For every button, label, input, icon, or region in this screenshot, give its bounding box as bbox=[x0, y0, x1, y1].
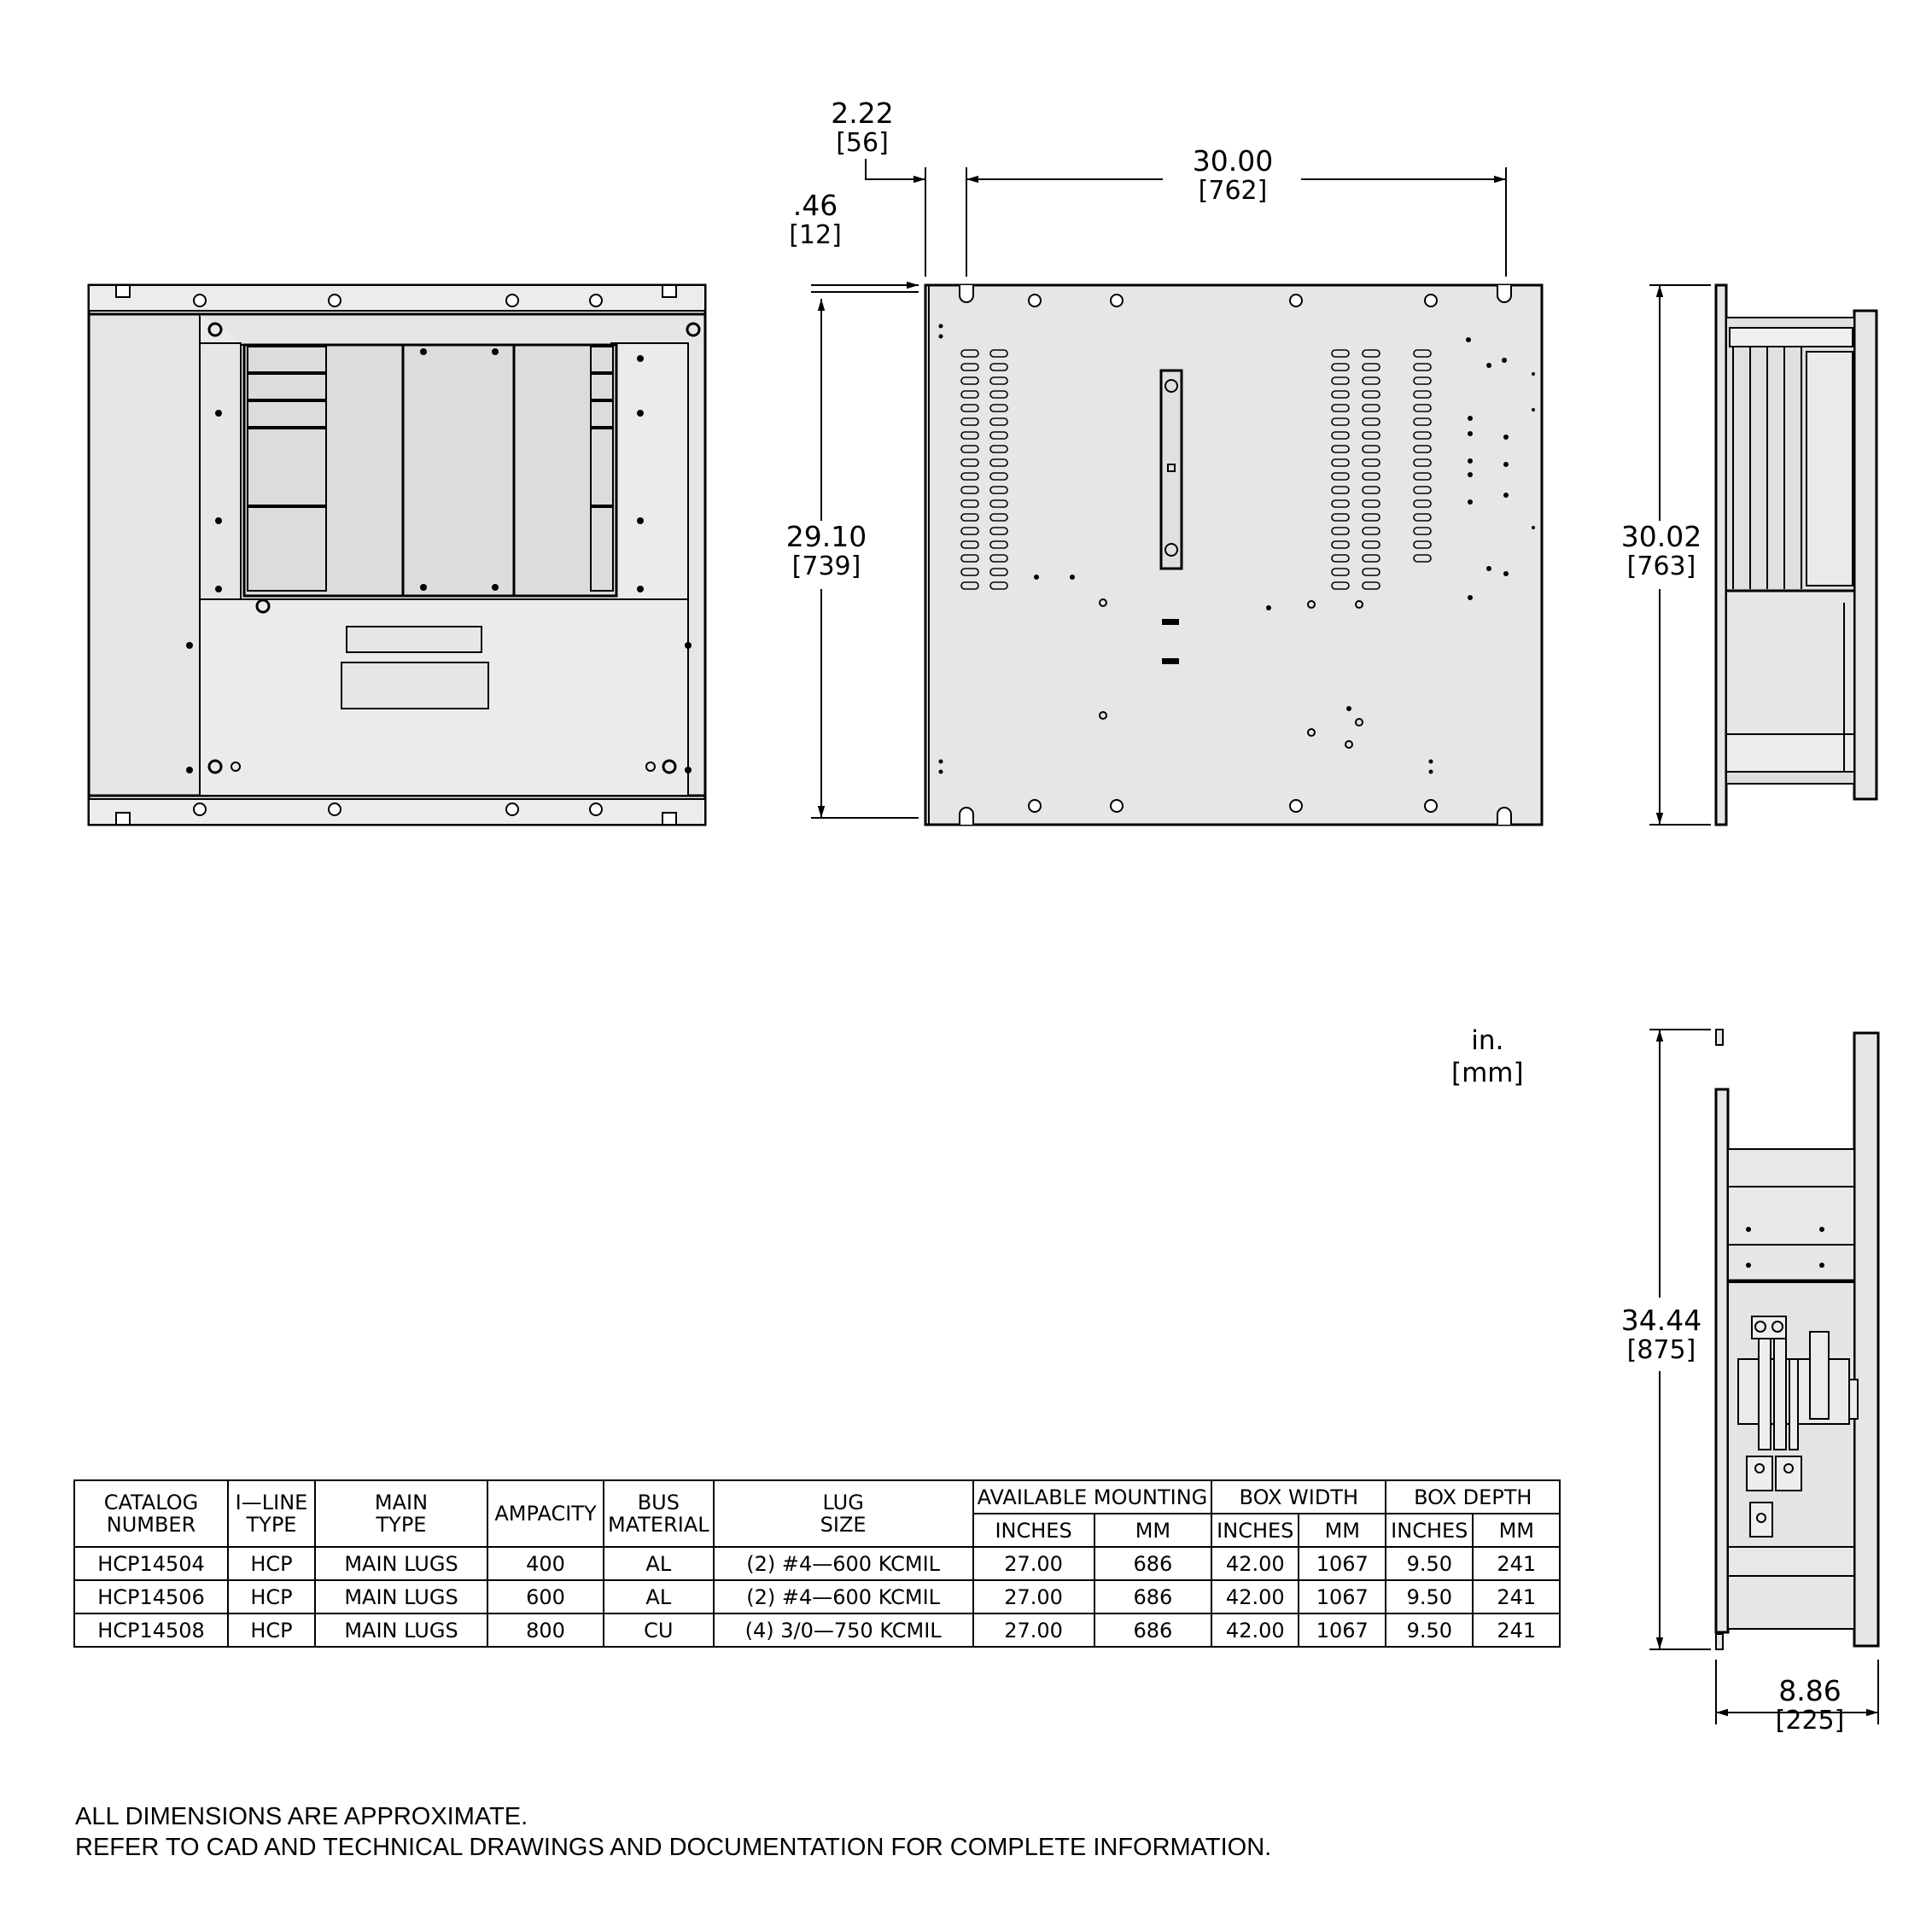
dim-width-label: 30.00 [762] bbox=[1192, 144, 1274, 206]
header-iline: I—LINE TYPE bbox=[228, 1480, 315, 1547]
cell-depth-in: 9.50 bbox=[1386, 1547, 1473, 1580]
cell-lug: (2) #4—600 KCMIL bbox=[714, 1547, 973, 1580]
cell-depth-in: 9.50 bbox=[1386, 1580, 1473, 1613]
notes bbox=[75, 1801, 1271, 1863]
cell-main: MAIN LUGS bbox=[315, 1613, 487, 1647]
cell-lug: (2) #4—600 KCMIL bbox=[714, 1580, 973, 1613]
dim-box-height-label: 34.44 [875] bbox=[1620, 1304, 1702, 1365]
cell-main: MAIN LUGS bbox=[315, 1547, 487, 1580]
cell-mount-mm: 686 bbox=[1094, 1580, 1212, 1613]
subheader-inches: INCHES bbox=[1211, 1514, 1299, 1547]
cell-mount-mm: 686 bbox=[1094, 1547, 1212, 1580]
subheader-mm: MM bbox=[1473, 1514, 1560, 1547]
cell-depth-mm: 241 bbox=[1473, 1547, 1560, 1580]
header-lug-size: LUG SIZE bbox=[714, 1480, 973, 1547]
table-row bbox=[74, 1613, 1560, 1647]
cell-lug: (4) 3/0—750 KCMIL bbox=[714, 1613, 973, 1647]
rear-view bbox=[925, 285, 1542, 825]
dim-edge-label: .46 [12] bbox=[789, 189, 842, 250]
cell-catalog: HCP14506 bbox=[74, 1580, 228, 1613]
table-header-row bbox=[74, 1480, 1560, 1514]
header-catalog: CATALOG NUMBER bbox=[74, 1480, 228, 1547]
cell-bus: AL bbox=[604, 1580, 714, 1613]
cell-width-in: 42.00 bbox=[1211, 1613, 1299, 1647]
cell-depth-mm: 241 bbox=[1473, 1613, 1560, 1647]
dim-offset-label: 2.22 [56] bbox=[831, 96, 894, 158]
subheader-mm: MM bbox=[1299, 1514, 1386, 1547]
cell-ampacity: 400 bbox=[487, 1547, 604, 1580]
table-row bbox=[74, 1580, 1560, 1613]
cell-ampacity: 600 bbox=[487, 1580, 604, 1613]
cell-mount-in: 27.00 bbox=[973, 1613, 1094, 1647]
spec-table bbox=[73, 1479, 1561, 1648]
side-view-upper bbox=[1716, 285, 1877, 825]
note-approximate: ALL DIMENSIONS ARE APPROXIMATE. bbox=[75, 1803, 528, 1830]
cell-depth-in: 9.50 bbox=[1386, 1613, 1473, 1647]
header-mounting: AVAILABLE MOUNTING bbox=[973, 1480, 1212, 1514]
cell-iline: HCP bbox=[228, 1547, 315, 1580]
cell-width-in: 42.00 bbox=[1211, 1547, 1299, 1580]
subheader-mm: MM bbox=[1094, 1514, 1212, 1547]
cell-iline: HCP bbox=[228, 1580, 315, 1613]
header-main-type: MAIN TYPE bbox=[315, 1480, 487, 1547]
header-ampacity: AMPACITY bbox=[487, 1480, 604, 1547]
units-inches: in. bbox=[1471, 1025, 1504, 1056]
subheader-inches: INCHES bbox=[1386, 1514, 1473, 1547]
cell-bus: AL bbox=[604, 1547, 714, 1580]
dim-overall-height-label: 30.02 [763] bbox=[1620, 520, 1702, 581]
cell-catalog: HCP14504 bbox=[74, 1547, 228, 1580]
cell-catalog: HCP14508 bbox=[74, 1613, 228, 1647]
header-bus-material: BUS MATERIAL bbox=[604, 1480, 714, 1547]
cell-width-mm: 1067 bbox=[1299, 1547, 1386, 1580]
cell-width-in: 42.00 bbox=[1211, 1580, 1299, 1613]
cell-depth-mm: 241 bbox=[1473, 1580, 1560, 1613]
cell-main: MAIN LUGS bbox=[315, 1580, 487, 1613]
front-view bbox=[89, 285, 705, 825]
cell-mount-in: 27.00 bbox=[973, 1580, 1094, 1613]
cell-iline: HCP bbox=[228, 1613, 315, 1647]
note-refer: REFER TO CAD AND TECHNICAL DRAWINGS AND DOCUMENTATION FOR COMPLETE INFORMATION. bbox=[75, 1834, 1272, 1861]
cell-mount-mm: 686 bbox=[1094, 1613, 1212, 1647]
cell-bus: CU bbox=[604, 1613, 714, 1647]
side-view-lower bbox=[1716, 1030, 1878, 1649]
dim-depth-label: 8.86 [225] bbox=[1775, 1674, 1845, 1736]
subheader-inches: INCHES bbox=[973, 1514, 1094, 1547]
header-box-width: BOX WIDTH bbox=[1211, 1480, 1386, 1514]
header-box-depth: BOX DEPTH bbox=[1386, 1480, 1560, 1514]
units-mm: [mm] bbox=[1451, 1058, 1524, 1088]
cell-ampacity: 800 bbox=[487, 1613, 604, 1647]
dim-height-label: 29.10 [739] bbox=[785, 520, 867, 581]
units-legend bbox=[1451, 1024, 1524, 1089]
table-row bbox=[74, 1547, 1560, 1580]
cell-width-mm: 1067 bbox=[1299, 1580, 1386, 1613]
cell-mount-in: 27.00 bbox=[973, 1547, 1094, 1580]
cell-width-mm: 1067 bbox=[1299, 1613, 1386, 1647]
